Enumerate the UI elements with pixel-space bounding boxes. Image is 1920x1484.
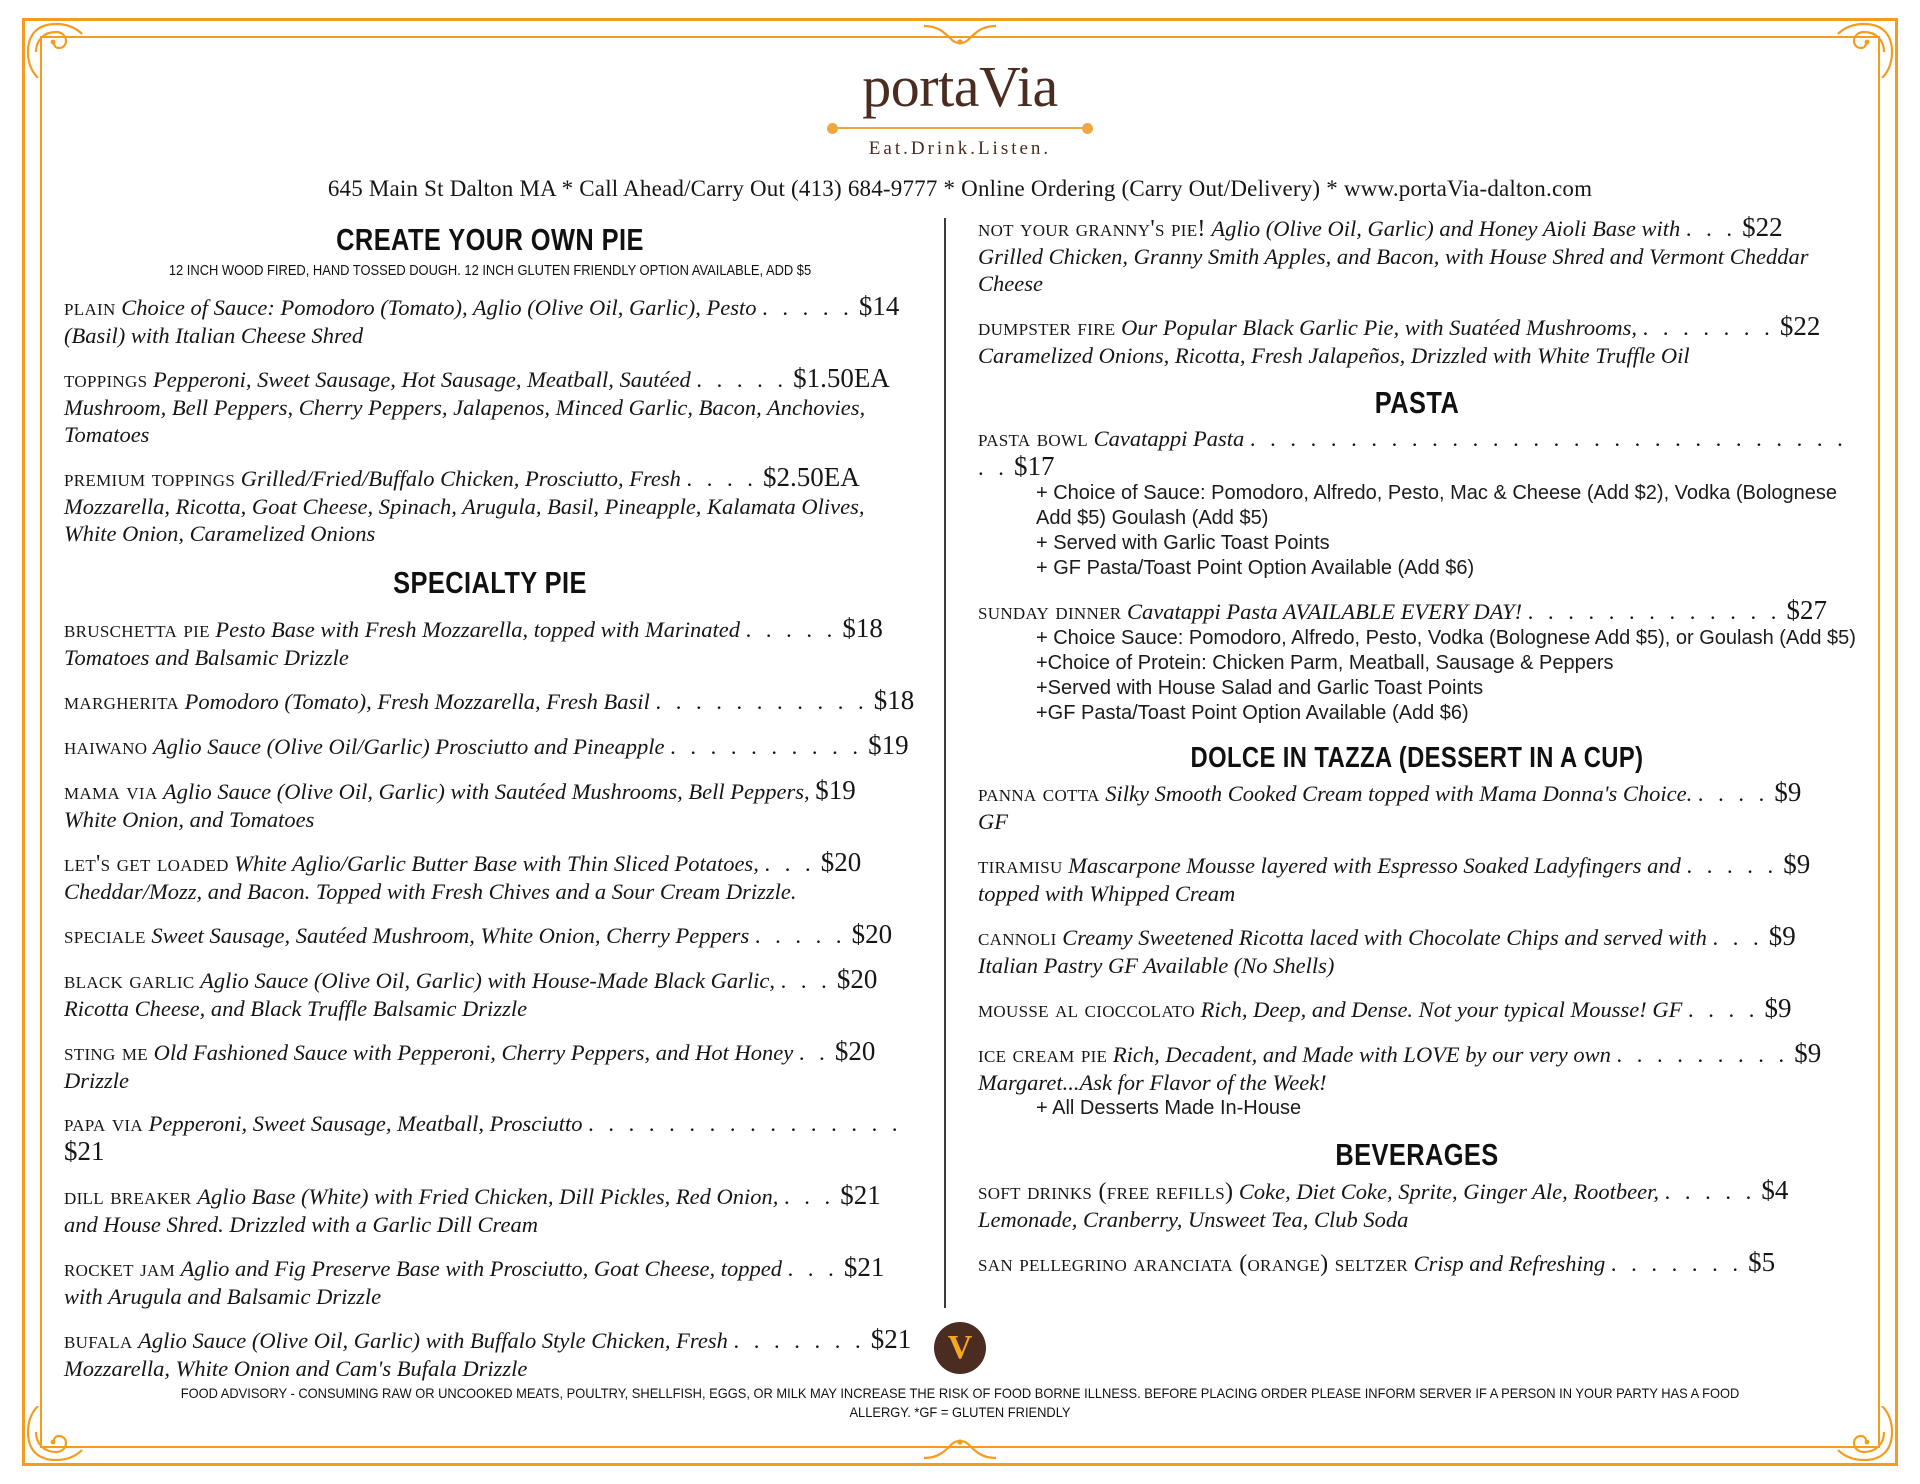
item-name: not your granny's pie! [978, 216, 1206, 242]
item-name: dill breaker [64, 1184, 192, 1210]
item-option: + GF Pasta/Toast Point Option Available (Add $6) [1036, 557, 1475, 579]
item-price: $9 [1764, 993, 1792, 1023]
menu-item [64, 615, 916, 671]
item-leader-dots: . . . . . [762, 295, 854, 320]
item-description: Creamy Sweetened Ricotta laced with Chocolate Chips and served with [1062, 925, 1707, 950]
item-description: Aglio Sauce (Olive Oil, Garlic) with House-Made Black Garlic, [200, 968, 775, 993]
item-description: Pepperoni, Sweet Sausage, Hot Sausage, Meatball, Sautéed [152, 367, 691, 392]
item-price: $19 [815, 775, 856, 805]
item-name: papa via [64, 1111, 143, 1137]
item-name: bruschetta pie [64, 617, 210, 643]
menu-item [64, 365, 916, 448]
menu-item [978, 851, 1856, 907]
vegetarian-badge-icon: V [934, 1322, 986, 1374]
item-description-continued: topped with Whipped Cream [978, 881, 1236, 906]
item-description: Cavatappi Pasta AVAILABLE EVERY DAY! [1127, 599, 1523, 624]
item-description: Choice of Sauce: Pomodoro (Tomato), Aglio (Olive Oil, Garlic), Pesto [121, 295, 757, 320]
logo-word-part1: porta [862, 54, 979, 119]
menu-item [64, 732, 916, 761]
menu-item [978, 313, 1856, 369]
item-price: $20 [834, 1036, 876, 1066]
item-description-continued: Mushroom, Bell Peppers, Cherry Peppers, Jalapenos, Minced Garlic, Bacon, Anchovies, Tomatoes [64, 395, 866, 447]
item-name: dumpster fire [978, 315, 1116, 341]
item-option: + Choice Sauce: Pomodoro, Alfredo, Pesto, Vodka (Bolognese Add $5), or Goulash (Add $5) [1036, 627, 1856, 649]
item-leader-dots: . . . [1712, 925, 1764, 950]
item-leader-dots: . . . . . . . . . . . . . [1527, 599, 1781, 624]
item-leader-dots: . . . . [1697, 781, 1769, 806]
item-description-continued: Mozzarella, White Onion and Cam's Bufala Drizzle [64, 1356, 528, 1381]
item-description: Crisp and Refreshing [1413, 1251, 1606, 1276]
item-price: $22 [1742, 212, 1783, 242]
menu-item [64, 293, 916, 349]
item-description: Aglio and Fig Preserve Base with Prosciutto, Goat Cheese, topped [180, 1256, 782, 1281]
item-option: + Choice of Sauce: Pomodoro, Alfredo, Pesto, Mac & Cheese (Add $2), Vodka (Bolognese Add $5) Goulash (Add $5) [1036, 482, 1842, 529]
menu-item [978, 779, 1856, 835]
item-description: Mascarpone Mousse layered with Espresso Soaked Ladyfingers and [1068, 853, 1681, 878]
item-description: Cavatappi Pasta [1093, 426, 1245, 451]
item-price: $1.50EA [793, 363, 890, 393]
item-description: Pesto Base with Fresh Mozzarella, topped with Marinated [215, 617, 740, 642]
item-description-continued: and House Shred. Drizzled with a Garlic Dill Cream [64, 1212, 538, 1237]
item-price: $9 [1774, 777, 1802, 807]
item-description: Pepperoni, Sweet Sausage, Meatball, Prosciutto [148, 1111, 583, 1136]
item-leader-dots: . . . . . . . [1610, 1251, 1743, 1276]
item-description-continued: Mozzarella, Ricotta, Goat Cheese, Spinach, Arugula, Basil, Pineapple, Kalamata Olives, White Onion, Caramelized Onions [64, 494, 865, 546]
item-price: $19 [868, 730, 909, 760]
item-name: toppings [64, 367, 148, 393]
item-description-continued: Tomatoes and Balsamic Drizzle [64, 645, 349, 670]
item-name: san pellegrino aranciata (orange) seltzer [978, 1251, 1408, 1277]
item-price: $9 [1794, 1038, 1822, 1068]
item-name: rocket jam [64, 1256, 176, 1282]
item-leader-dots: . . . . . [1686, 853, 1778, 878]
item-description-continued: GF [978, 809, 1008, 834]
item-price: $22 [1779, 311, 1821, 341]
item-leader-dots: . . . . . . . . . . . . . . . . [588, 1111, 902, 1136]
item-leader-dots: . . [798, 1040, 830, 1065]
item-description: Coke, Diet Coke, Sprite, Ginger Ale, Rootbeer, [1238, 1179, 1660, 1204]
item-description: Aglio Sauce (Olive Oil, Garlic) with Sautéed Mushrooms, Bell Peppers, [163, 779, 810, 804]
item-description: Aglio Sauce (Olive Oil/Garlic) Prosciutto and Pineapple [152, 734, 665, 759]
item-price: $2.50EA [763, 462, 860, 492]
item-description-continued: Lemonade, Cranberry, Unsweet Tea, Club Soda [978, 1207, 1409, 1232]
item-options-list [1036, 626, 1856, 726]
item-leader-dots: . . . [787, 1256, 839, 1281]
menu-item [64, 921, 916, 950]
item-description: Our Popular Black Garlic Pie, with Suatéed Mushrooms, [1121, 315, 1638, 340]
item-price: $21 [64, 1136, 105, 1166]
item-name: mousse al cioccolato [978, 997, 1195, 1023]
item-description-continued: Drizzle [64, 1068, 130, 1093]
item-name: mama via [64, 779, 158, 805]
item-description-continued: Grilled Chicken, Granny Smith Apples, and Bacon, with House Shred and Vermont Cheddar Cheese [978, 244, 1809, 296]
item-price: $20 [820, 847, 862, 877]
menu-item [978, 1040, 1856, 1121]
item-name: margherita [64, 689, 179, 715]
item-name: ice cream pie [978, 1042, 1108, 1068]
item-option: +Choice of Protein: Chicken Parm, Meatball, Sausage & Peppers [1036, 652, 1614, 674]
item-leader-dots: . . . . [686, 466, 758, 491]
item-price: $27 [1786, 595, 1828, 625]
section-heading-beverages: BEVERAGES [1335, 1137, 1499, 1172]
item-leader-dots: . . . [1685, 216, 1737, 241]
menu-column-right [946, 210, 1856, 1398]
item-description-continued: (Basil) with Italian Cheese Shred [64, 323, 364, 348]
item-description-continued: White Onion, and Tomatoes [64, 807, 315, 832]
section-heading-specialty-pie: SPECIALTY PIE [393, 565, 587, 600]
item-name: soft drinks (free refills) [978, 1179, 1234, 1205]
item-leader-dots: . . . [780, 968, 832, 993]
item-option: +Served with House Salad and Garlic Toast Points [1036, 677, 1484, 699]
menu-item [64, 1110, 916, 1166]
item-name: cannoli [978, 925, 1057, 951]
logo-divider-rule [827, 122, 1093, 134]
item-option: + Served with Garlic Toast Points [1036, 532, 1330, 554]
item-name: premium toppings [64, 466, 236, 492]
item-leader-dots: . . . . . . . . . . . . . . . . . . . . . . . . . . . . . . . . [978, 426, 1848, 480]
item-description: Rich, Decadent, and Made with LOVE by our very own [1112, 1042, 1611, 1067]
item-price: $14 [858, 291, 900, 321]
item-price: $20 [836, 964, 878, 994]
item-description-continued: with Arugula and Balsamic Drizzle [64, 1284, 382, 1309]
item-price: $18 [842, 613, 883, 643]
item-description-continued: Margaret...Ask for Flavor of the Week! [978, 1070, 1327, 1095]
menu-item [64, 1254, 916, 1310]
item-price: $9 [1783, 849, 1811, 879]
menu-item [978, 923, 1856, 979]
item-options-list [1036, 1096, 1856, 1121]
menu-columns [64, 210, 1856, 1398]
item-description: Pomodoro (Tomato), Fresh Mozzarella, Fresh Basil [184, 689, 650, 714]
item-leader-dots: . . . . . [745, 617, 837, 642]
item-leader-dots: . . . [764, 851, 816, 876]
menu-item [978, 1249, 1856, 1278]
logo-tagline: Eat.Drink.Listen. [868, 138, 1052, 159]
item-price: $21 [843, 1252, 885, 1282]
item-name: speciale [64, 923, 146, 949]
item-leader-dots: . . . . . . . . . [1616, 1042, 1789, 1067]
item-description: White Aglio/Garlic Butter Base with Thin Sliced Potatoes, [234, 851, 759, 876]
item-price: $18 [873, 685, 915, 715]
food-advisory-footer [136, 1384, 1785, 1422]
section-heading-pasta: PASTA [1374, 385, 1460, 420]
menu-item [64, 966, 916, 1022]
logo-rule-line [835, 127, 1085, 129]
item-description: Silky Smooth Cooked Cream topped with Mama Donna's Choice. [1105, 781, 1693, 806]
restaurant-logo [64, 50, 1856, 160]
item-leader-dots: . . . . . [754, 923, 846, 948]
item-description-continued: Caramelized Onions, Ricotta, Fresh Jalapeños, Drizzled with White Truffle Oil [978, 343, 1690, 368]
menu-content [64, 50, 1856, 1434]
item-price: $21 [870, 1324, 912, 1354]
item-options-list [1036, 481, 1856, 581]
item-leader-dots: . . . . . . . . . . . [655, 689, 869, 714]
menu-column-left [64, 210, 944, 1398]
item-name: tiramisu [978, 853, 1063, 879]
menu-item [978, 1177, 1856, 1233]
menu-item [978, 425, 1856, 581]
item-description: Aglio Sauce (Olive Oil, Garlic) with Buffalo Style Chicken, Fresh [138, 1328, 728, 1353]
logo-wordmark [64, 56, 1856, 118]
item-price: $17 [1014, 451, 1055, 481]
item-leader-dots: . . . . . . . [1642, 315, 1775, 340]
item-price: $4 [1761, 1175, 1789, 1205]
item-description: Grilled/Fried/Buffalo Chicken, Prosciutto, Fresh [240, 466, 681, 491]
item-description: Aglio Base (White) with Fried Chicken, Dill Pickles, Red Onion, [197, 1184, 779, 1209]
item-name: pasta bowl [978, 426, 1088, 452]
section-heading-dolce: DOLCE IN TAZZA (DESSERT IN A CUP) [1190, 742, 1644, 774]
item-name: let's get loaded [64, 851, 229, 877]
item-price: $20 [851, 919, 893, 949]
item-leader-dots: . . . . . . . [733, 1328, 866, 1353]
logo-word-part2: Via [978, 54, 1058, 119]
item-leader-dots: . . . . . . . . . . [670, 734, 863, 759]
footer-line-2: ALLERGY. *GF = GLUTEN FRIENDLY [849, 1404, 1071, 1420]
section-heading-create-your-own: CREATE YOUR OWN PIE [336, 222, 644, 257]
item-name: sting me [64, 1040, 148, 1066]
item-price: $21 [840, 1180, 881, 1210]
item-description-continued: Ricotta Cheese, and Black Truffle Balsamic Drizzle [64, 996, 528, 1021]
item-description: Aglio (Olive Oil, Garlic) and Honey Aioli Base with [1211, 216, 1681, 241]
menu-item [64, 849, 916, 905]
menu-item [64, 1326, 916, 1382]
item-name: sunday dinner [978, 599, 1122, 625]
item-name: plain [64, 295, 116, 321]
item-description: Sweet Sausage, Sautéed Mushroom, White Onion, Cherry Peppers [151, 923, 750, 948]
item-description-continued: Cheddar/Mozz, and Bacon. Topped with Fresh Chives and a Sour Cream Drizzle. [64, 879, 797, 904]
item-option: +GF Pasta/Toast Point Option Available (Add $6) [1036, 702, 1469, 724]
menu-item [64, 464, 916, 547]
item-leader-dots: . . . . . [696, 367, 788, 392]
logo-rule-dot-right [1082, 123, 1093, 134]
item-description-continued: Italian Pastry GF Available (No Shells) [978, 953, 1335, 978]
item-name: panna cotta [978, 781, 1100, 807]
item-leader-dots: . . . [784, 1184, 835, 1209]
footer-line-1: FOOD ADVISORY - CONSUMING RAW OR UNCOOKED MEATS, POULTRY, SHELLFISH, EGGS, OR MILK MAY INCREASE THE RISK OF FOOD BORNE ILLNESS. BEFORE PLACING ORDER PLEASE INFORM SERVER IF A PERSON IN YOUR PARTY HAS A FOOD [180, 1385, 1740, 1401]
menu-item [978, 995, 1856, 1024]
item-price: $5 [1748, 1247, 1776, 1277]
item-leader-dots: . . . . [1688, 997, 1759, 1022]
menu-item [64, 687, 916, 716]
menu-item [64, 1038, 916, 1094]
item-name: bufala [64, 1328, 133, 1354]
item-option: + All Desserts Made In-House [1036, 1097, 1302, 1119]
section-subheading-create-your-own: 12 INCH WOOD FIRED, HAND TOSSED DOUGH. 12 INCH GLUTEN FRIENDLY OPTION AVAILABLE, ADD $5 [168, 262, 812, 279]
edge-flourish-icon [920, 22, 1000, 50]
menu-item [64, 777, 916, 833]
item-name: haiwano [64, 734, 148, 760]
menu-item [978, 597, 1856, 726]
item-name: black garlic [64, 968, 195, 994]
address-contact-line: 645 Main St Dalton MA * Call Ahead/Carry Out (413) 684-9777 * Online Ordering (Carry Out/Delivery) * www.portaVia-dalton.com [327, 176, 1593, 201]
item-description: Rich, Deep, and Dense. Not your typical Mousse! GF [1200, 997, 1683, 1022]
item-description: Old Fashioned Sauce with Pepperoni, Cherry Peppers, and Hot Honey [153, 1040, 794, 1065]
menu-item [64, 1182, 916, 1238]
menu-item [978, 214, 1856, 297]
edge-flourish-icon [920, 1434, 1000, 1462]
item-leader-dots: . . . . . [1664, 1179, 1756, 1204]
item-price: $9 [1768, 921, 1796, 951]
